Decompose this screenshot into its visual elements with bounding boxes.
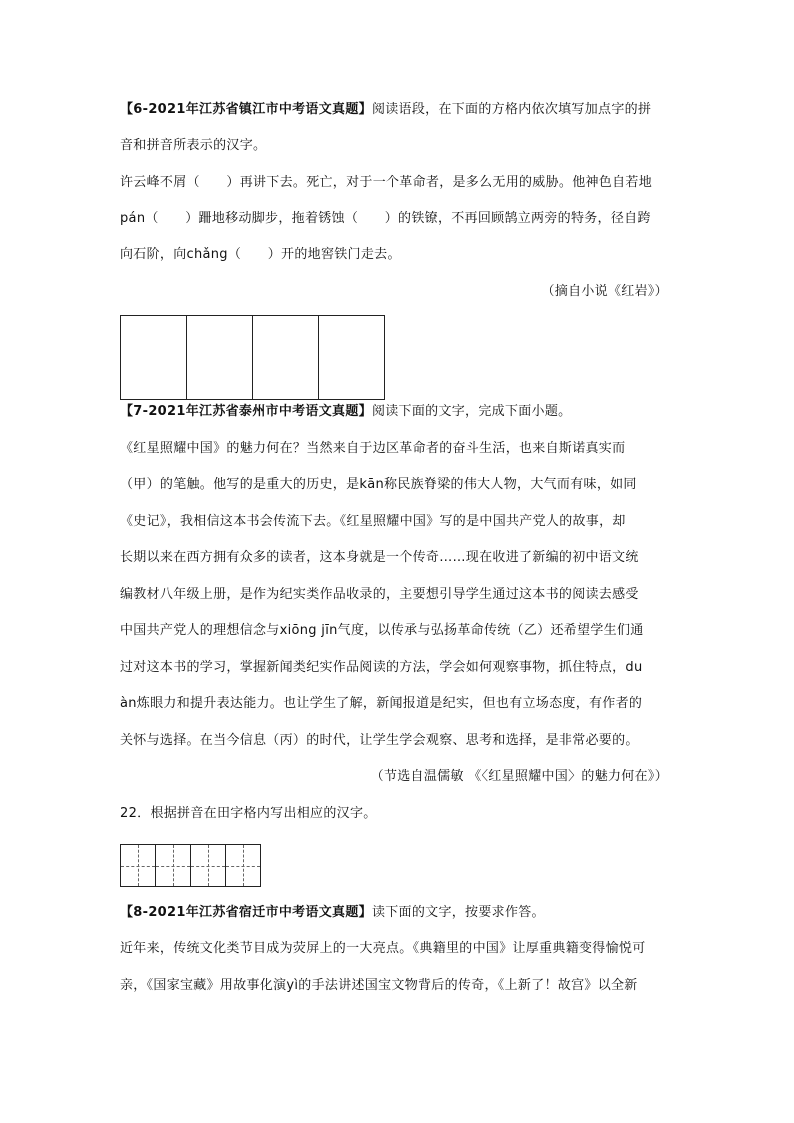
tian-grid[interactable] [120,844,261,887]
q8-text-line: 亲，《国家宝藏》用故事化演yì的手法讲述国宝文物背后的传奇，《上新了！故宫》以全新 [120,978,638,993]
q22-prompt: 22．根据拼音在田字格内写出相应的汉字。 [120,806,377,821]
q7-text-line: （甲）的笔触。他写的是重大的历史，是kān称民族脊梁的伟大人物，大气而有味，如同 [120,477,637,492]
answer-cell[interactable] [121,316,187,399]
q6-text-2: pán（ ）跚地移动脚步，拖着锈蚀（ ）的铁镣，不再回顾鹄立两旁的特务，径自跨 [120,211,651,226]
q8-heading: 【8-2021年江苏省宿迁市中考语文真题】 [120,905,372,920]
tian-cell[interactable] [191,845,226,886]
q6-text-3: 向石阶，向chǎng（ ）开的地窖铁门走去。 [120,247,401,262]
answer-cell[interactable] [319,316,384,399]
q7-text-line: 编教材八年级上册，是作为纪实类作品收录的，主要想引导学生通过这本书的阅读去感受 [120,587,639,602]
q7-text-line: 中国共产党人的理想信念与xiōng jīn气度，以传承与弘扬革命传统（乙）还希望学生们通 [120,623,644,638]
q7-heading: 【7-2021年江苏省泰州市中考语文真题】 [120,404,372,419]
q6-intro-2: 音和拼音所表示的汉字。 [120,138,267,153]
q7-text-line: àn炼眼力和提升表达能力。也让学生了解，新闻报道是纪实，但也有立场态度，有作者的 [120,696,643,711]
q7-text-line: 关怀与选择。在当今信息（丙）的时代，让学生学会观察、思考和选择，是非常必要的。 [120,733,639,748]
q6-text-1: 许云峰不屑（ ）再讲下去。死亡，对于一个革命者，是多么无用的威胁。他神色自若地 [120,175,653,190]
q6-intro-1: 阅读语段，在下面的方格内依次填写加点字的拼 [371,102,652,117]
q7-text-line: 长期以来在西方拥有众多的读者，这本身就是一个传奇……现在收进了新编的初中语文统 [120,550,639,565]
q7-source: （节选自温儒敏 《〈红星照耀中国〉的魅力何在》） [370,769,668,784]
q6-source: （摘自小说《红岩》） [541,284,668,299]
q8-text-line: 近年来，传统文化类节目成为荧屏上的一大亮点。《典籍里的中国》让厚重典籍变得愉悦可 [120,941,646,956]
tian-cell[interactable] [226,845,260,886]
q7-text-line: 《史记》，我相信这本书会传流下去。《红星照耀中国》写的是中国共产党人的故事，却 [120,514,626,529]
q7-text-line: 过对这本书的学习，掌握新闻类纪实作品阅读的方法，学会如何观察事物，抓住特点，du [120,660,643,675]
q8-intro: 读下面的文字，按要求作答。 [371,905,545,920]
tian-cell[interactable] [156,845,191,886]
q7-intro: 阅读下面的文字，完成下面小题。 [371,404,572,419]
q6-heading: 【6-2021年江苏省镇江市中考语文真题】 [120,102,372,117]
answer-cell[interactable] [187,316,253,399]
q8-heading-line [120,903,545,923]
q6-heading-line [120,100,651,120]
answer-cell[interactable] [253,316,319,399]
q7-heading-line [120,402,571,422]
tian-cell[interactable] [121,845,156,886]
answer-grid[interactable] [120,315,385,400]
q7-text-line: 《红星照耀中国》的魅力何在？当然来自于边区革命者的奋斗生活，也来自斯诺真实而 [120,441,626,456]
